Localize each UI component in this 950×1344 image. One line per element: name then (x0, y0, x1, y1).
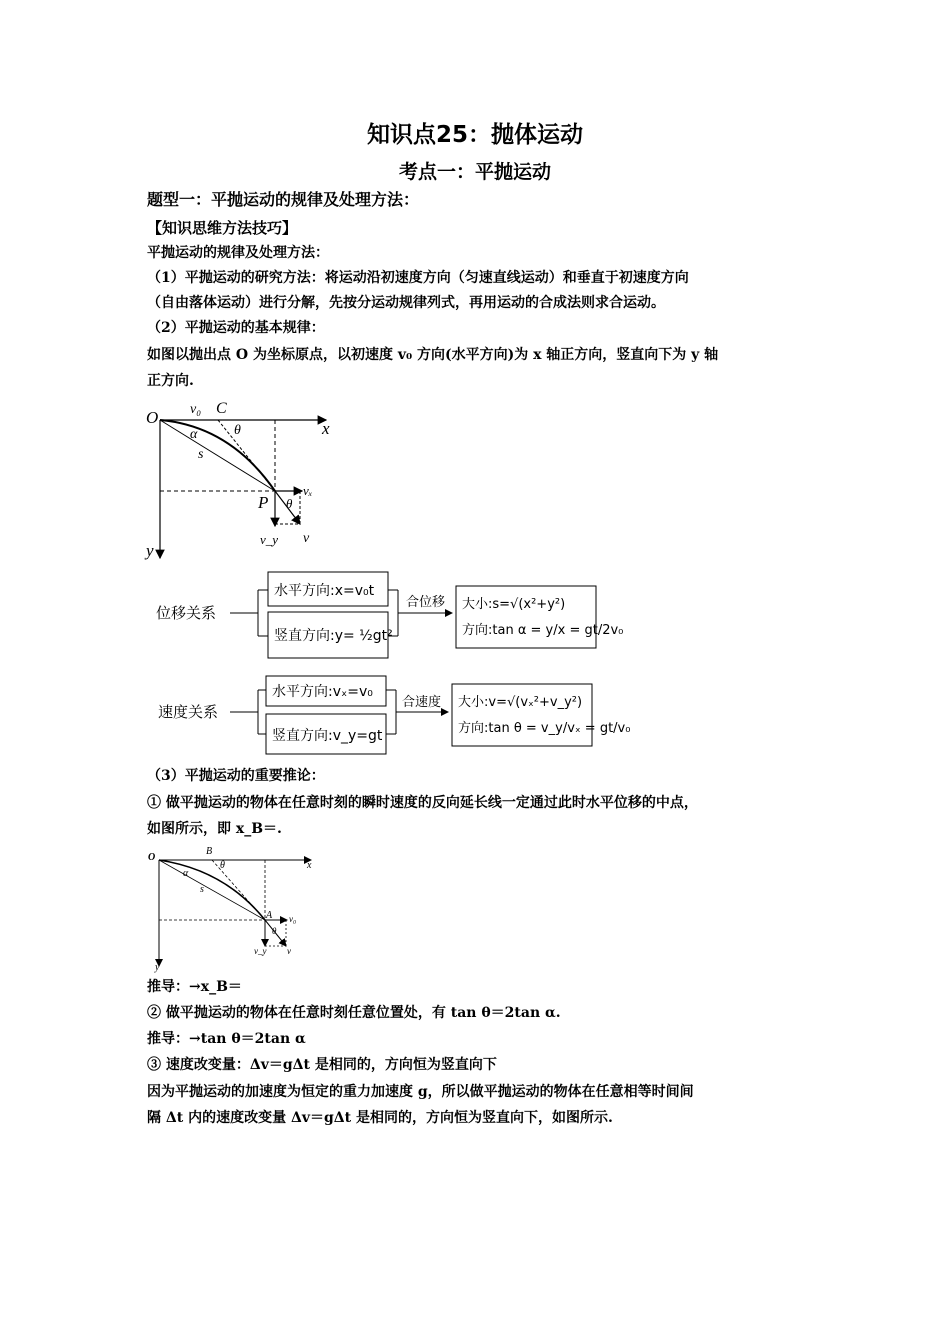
vel-arrow-label: 合速度 (402, 695, 442, 710)
label-y: y (146, 541, 154, 560)
disp-label: 位移关系 (156, 604, 217, 622)
velocity-relation-diagram (150, 672, 631, 762)
label-theta-2: θ (286, 496, 293, 511)
label-C: C (216, 400, 227, 417)
label-theta: θ (220, 860, 225, 871)
disp-direction: 方向:tan α = y/x = gt/2v₀ (462, 623, 624, 638)
text-line: 推导：→x_B＝ (147, 979, 242, 995)
vel-result-box (452, 684, 592, 746)
velocity-extension (218, 420, 275, 491)
label-theta: θ (234, 423, 241, 438)
displacement-relation-diagram (150, 568, 624, 664)
label-x: x (307, 860, 312, 871)
vel-magnitude: 大小:v=√(vₓ²+v_y²) (458, 695, 583, 710)
label-y: y (155, 962, 160, 973)
document-subtitle: 考点一：平抛运动 (398, 161, 551, 183)
text-line: （自由落体运动）进行分解，先按分运动规律列式，再用运动的合成法则求合运动。 (147, 295, 665, 311)
text-line: 如图以抛出点 O 为坐标原点，以初速度 v₀ 方向(水平方向)为 x 轴正方向，竖直向下为 y 轴 (147, 347, 719, 363)
text-line: 隔 Δt 内的速度改变量 Δv＝gΔt 是相同的，方向恒为竖直向下，如图所示. (147, 1110, 613, 1126)
disp-magnitude: 大小:s=√(x²+y²) (462, 597, 566, 612)
text-line: （1）平抛运动的研究方法：将运动沿初速度方向（匀速直线运动）和垂直于初速度方向 (147, 270, 689, 286)
label-alpha: α (190, 427, 198, 442)
displacement-line (160, 420, 275, 491)
text-line: ① 做平抛运动的物体在任意时刻的瞬时速度的反向延长线一定通过此时水平位移的中点， (147, 795, 698, 811)
label-B: B (206, 846, 213, 857)
text-line: ② 做平抛运动的物体在任意时刻任意位置处，有 tan θ＝2tan α. (147, 1005, 561, 1021)
label-x: x (322, 419, 330, 438)
label-P: P (258, 493, 269, 512)
label-s: s (198, 447, 204, 462)
vel-direction: 方向:tan θ = v_y/vₓ = gt/v₀ (458, 721, 631, 736)
disp-result-box (456, 586, 596, 648)
section-heading: 题型一：平抛运动的规律及处理方法： (147, 190, 420, 209)
vel-vertical: 竖直方向:v_y=gt (272, 728, 383, 744)
text-line: 正方向. (147, 373, 194, 389)
vel-label: 速度关系 (158, 703, 219, 721)
text-line: 推导：→tan θ＝2tan α (147, 1031, 306, 1047)
label-v0: v₀ (289, 914, 297, 924)
label-vx: vₓ (303, 483, 313, 498)
inference-diagram (145, 842, 320, 972)
disp-vertical: 竖直方向:y= ½gt² (274, 628, 393, 644)
label-O: O (146, 408, 159, 427)
text-line: ③ 速度改变量：Δv＝gΔt 是相同的，方向恒为竖直向下 (147, 1057, 497, 1073)
text-line: 因为平抛运动的加速度为恒定的重力加速度 g，所以做平抛运动的物体在任意相等时间间 (147, 1084, 694, 1100)
label-alpha: α (183, 868, 189, 879)
label-A: A (266, 910, 273, 921)
label-v: v (303, 531, 310, 546)
label-v: v (287, 946, 291, 956)
text-line: 平抛运动的规律及处理方法： (147, 245, 329, 261)
label-O: O (148, 852, 156, 863)
text-line: 如图所示，即 x_B＝. (147, 821, 282, 837)
projectile-diagram (140, 396, 360, 566)
label-s: s (200, 884, 204, 895)
label-theta-2: θ (272, 926, 277, 936)
label-v0: v₀ (190, 402, 202, 417)
vel-horizontal: 水平方向:vₓ=v₀ (272, 684, 373, 700)
disp-arrow-label: 合位移 (406, 595, 446, 610)
document-title: 知识点25：抛体运动 (366, 122, 583, 148)
text-line: （2）平抛运动的基本规律： (147, 320, 325, 336)
method-heading: 【知识思维方法技巧】 (147, 219, 298, 237)
disp-horizontal: 水平方向:x=v₀t (274, 583, 375, 599)
label-vy: v_y (254, 946, 267, 956)
text-line: （3）平抛运动的重要推论： (147, 768, 325, 784)
label-vy: v_y (260, 532, 279, 547)
